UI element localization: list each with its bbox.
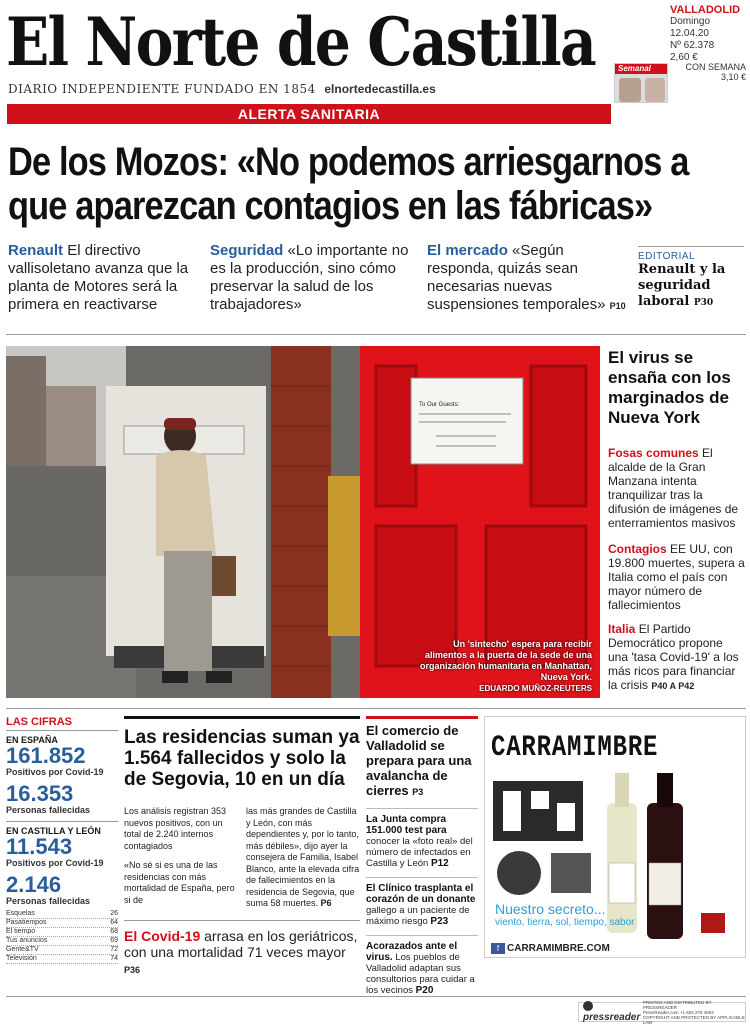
index-row[interactable] [6, 955, 118, 964]
brief-text: Los pueblos de Valladolid adaptan sus consultorios para cuidar a los vecinos [366, 952, 475, 996]
page-ref: P10 [609, 301, 626, 311]
divider [6, 996, 746, 997]
ad-subslogan: viento, tierra, sol, tiempo, sabor [495, 917, 635, 928]
page-ref: P3 [412, 787, 424, 797]
index-page: 72 [110, 946, 118, 953]
ny-lead: Italia [608, 622, 636, 636]
divider [6, 708, 746, 709]
briefs-column [366, 716, 478, 996]
index-page: 68 [110, 928, 118, 935]
index-page: 74 [110, 955, 118, 962]
index-row[interactable] [6, 928, 118, 937]
residencias-quote: «No sé si es una de las residencias con más mortalidad de España, pero si de [124, 860, 235, 905]
masthead-title: El Norte de Castilla [6, 3, 596, 81]
subhead-text: «Según responda, quizás sean necesarias nuevas suspensiones temporales» [427, 242, 606, 313]
divider [6, 821, 118, 822]
section-banner: ALERTA SANITARIA [7, 104, 611, 124]
index-name: Tus anuncios [6, 937, 48, 944]
ny-text: EE UU, con 19.800 muertes, supera a Italia como el país con mayor número de fallecimientos [608, 542, 745, 612]
editorial-label: EDITORIAL [638, 251, 696, 262]
index-page: 26 [110, 910, 118, 917]
divider [6, 334, 746, 335]
page-ref: P40 A P42 [651, 681, 695, 691]
comercio-text: El comercio de Valladolid se prepara para una avalancha de cierres [366, 723, 472, 798]
subhead-lead: El mercado [427, 242, 508, 259]
covid-text: arrasa en los geriátricos, con una mortalidad 71 veces mayor [124, 928, 358, 960]
brief-lead: El Clínico trasplanta el corazón de un donante [366, 883, 476, 905]
covid-teaser[interactable] [124, 928, 360, 978]
subhead-seguridad [210, 242, 410, 314]
photo-credit: EDUARDO MUÑOZ-REUTERS [479, 684, 592, 693]
subhead-lead: Renault [8, 242, 64, 259]
supplement-photo [619, 78, 641, 102]
edition-number: Nº 62.378 [670, 40, 715, 51]
ny-text: El alcalde de la Gran Manzana intenta tranquilizar tras la difusión de imágenes de enterramientos masivos [608, 446, 739, 530]
ny-lead: Contagios [608, 542, 667, 556]
residencias-headline: Las residencias suman ya 1.564 fallecidos y solo la de Segovia, 10 en un día [124, 727, 360, 790]
page-ref: P36 [124, 965, 141, 975]
residencias-col1 [124, 806, 238, 910]
subhead-text: «Lo importante no es la producción, sino cómo preservar la salud de los trabajadores» [210, 242, 409, 313]
facebook-icon: f [491, 943, 505, 954]
subhead-mercado [427, 242, 627, 315]
index-name: El tiempo [6, 928, 36, 935]
spain-dead-count: 16.353 [6, 781, 74, 806]
spain-label: EN ESPAÑA [6, 735, 58, 745]
with-weekly-label: CON SEMANA [685, 62, 746, 72]
index-row[interactable] [6, 910, 118, 919]
cyl-positive-desc: Positivos por Covid-19 [6, 858, 104, 868]
spain-dead-desc: Personas fallecidas [6, 805, 91, 815]
brief-text: gallego a un paciente de máximo riesgo [366, 905, 470, 927]
cyl-label: EN CASTILLA Y LEÓN [6, 826, 101, 836]
editorial-box[interactable] [638, 246, 744, 311]
ad-brand: CARRAMIMBRE [491, 731, 659, 765]
edition-date: 12.04.20 [670, 28, 709, 39]
subhead-lead: Seguridad [210, 242, 284, 259]
pressreader-line: COPYRIGHT AND PROTECTED BY APPLICABLE LAW [642, 1014, 745, 1024]
residencias-story[interactable] [124, 716, 360, 910]
index-page: 64 [110, 919, 118, 926]
residencias-text: las más grandes de Castilla y León, con más dependientes y, por lo tanto, más débiles», dijo ayer la consejera de Familia, Isabel Blanco, ante la elevada cifra de fallecimientos en la residencia de Segovia, que suma 58 muertes. [246, 806, 360, 908]
covid-lead: El Covid-19 [124, 928, 201, 944]
figures-title: LAS CIFRAS [6, 716, 118, 731]
index-name: Esquelas [6, 910, 35, 917]
divider [124, 920, 360, 921]
subhead-text: El directivo vallisoletano avanza que la planta de Motores será la primera en reactivarse [8, 242, 189, 313]
brief-lead: Acorazados ante el virus. [366, 941, 458, 963]
edition-info [670, 4, 746, 64]
index-page: 69 [110, 937, 118, 944]
index-row[interactable] [6, 946, 118, 955]
masthead-tagline [8, 82, 436, 96]
pressreader-label: pressreader [583, 1012, 641, 1023]
page-ref: P20 [415, 985, 434, 996]
cyl-positive-count: 11.543 [6, 834, 73, 859]
subhead-renault [8, 242, 204, 314]
ny-headline[interactable]: El virus se ensaña con los marginados de Nueva York [608, 348, 731, 427]
residencias-col2 [246, 806, 360, 910]
pressreader-icon [583, 1001, 593, 1011]
weekly-price: 3,10 € [720, 72, 746, 82]
cyl-dead-desc: Personas fallecidas [6, 896, 91, 906]
ny-lead: Fosas comunes [608, 446, 699, 460]
index-name: Televisión [6, 955, 37, 962]
page-ref: P23 [430, 916, 449, 927]
ad-website: CARRAMIMBRE.COM [507, 943, 610, 954]
page-ref: P12 [430, 858, 449, 869]
residencias-lead: Los análisis registran 353 nuevos positivos, con un total de 2.240 internos contagiados [124, 806, 227, 851]
main-headline[interactable]: De los Mozos: «No podemos arriesgarnos a que aparezcan contagios en las fábricas» [8, 140, 689, 228]
figures-box [6, 716, 118, 906]
pressreader-line: PRINTED AND DISTRIBUTED BY PRESSREADER [642, 999, 712, 1010]
spain-positive-count: 161.852 [6, 743, 86, 768]
front-photo[interactable] [6, 346, 600, 698]
page-ref: P30 [693, 298, 714, 308]
pressreader-line: PressReader.com +1 604 278 4604 [642, 1009, 714, 1015]
index-name: Gente&TV [6, 946, 39, 953]
index-row[interactable] [6, 919, 118, 928]
pressreader-info [643, 1000, 745, 1024]
brief-item[interactable] [366, 935, 478, 996]
brief-item[interactable] [366, 877, 478, 927]
page-ref: P6 [320, 898, 332, 908]
supplement-photo [645, 78, 665, 102]
brief-lead: La Junta compra 151.000 test para [366, 814, 447, 836]
supplement-thumbnail [614, 63, 668, 103]
index-row[interactable] [6, 937, 118, 946]
edition-day: Domingo [670, 16, 711, 27]
advertisement[interactable] [484, 716, 746, 958]
brief-item[interactable] [366, 808, 478, 869]
ny-paragraph-italia [608, 622, 746, 693]
caption-text: Un 'sintecho' espera para recibir alimentos a la puerta de la sede de una organización humanitaria en Manhattan, Nueva York. [419, 639, 592, 682]
cyl-dead-count: 2.146 [6, 872, 62, 897]
weekly-price-block [670, 62, 746, 82]
ny-paragraph-fosas [608, 446, 746, 530]
editorial-text: Renault y la seguridad laboral [638, 262, 726, 309]
spain-positive-desc: Positivos por Covid-19 [6, 767, 104, 777]
editorial-title [638, 262, 744, 311]
pressreader-logo [579, 1001, 643, 1023]
ny-paragraph-contagios [608, 542, 746, 612]
supplement-label: Semanal [615, 64, 667, 74]
pressreader-badge[interactable] [578, 999, 746, 1024]
ad-slogan: Nuestro secreto... [495, 901, 606, 917]
tagline-text: DIARIO INDEPENDIENTE FUNDADO EN 1854 [8, 82, 316, 96]
edition-city: VALLADOLID [670, 4, 741, 16]
section-index [6, 910, 118, 964]
website-link[interactable]: elnortedecastilla.es [324, 82, 436, 96]
photo-caption [412, 639, 592, 694]
residencias-body [124, 806, 360, 910]
ny-text: El Partido Democrático propone una 'tasa Covid-19' a los más ricos para financiar la crisis [608, 622, 739, 692]
edition-price: 2,60 € [670, 52, 698, 63]
sign-title: To Our Guests: [419, 402, 460, 408]
comercio-headline[interactable] [366, 723, 478, 800]
brief-text: conocer la «foto real» del número de infectados en Castilla y León [366, 836, 473, 869]
index-name: Pasatiempos [6, 919, 47, 926]
